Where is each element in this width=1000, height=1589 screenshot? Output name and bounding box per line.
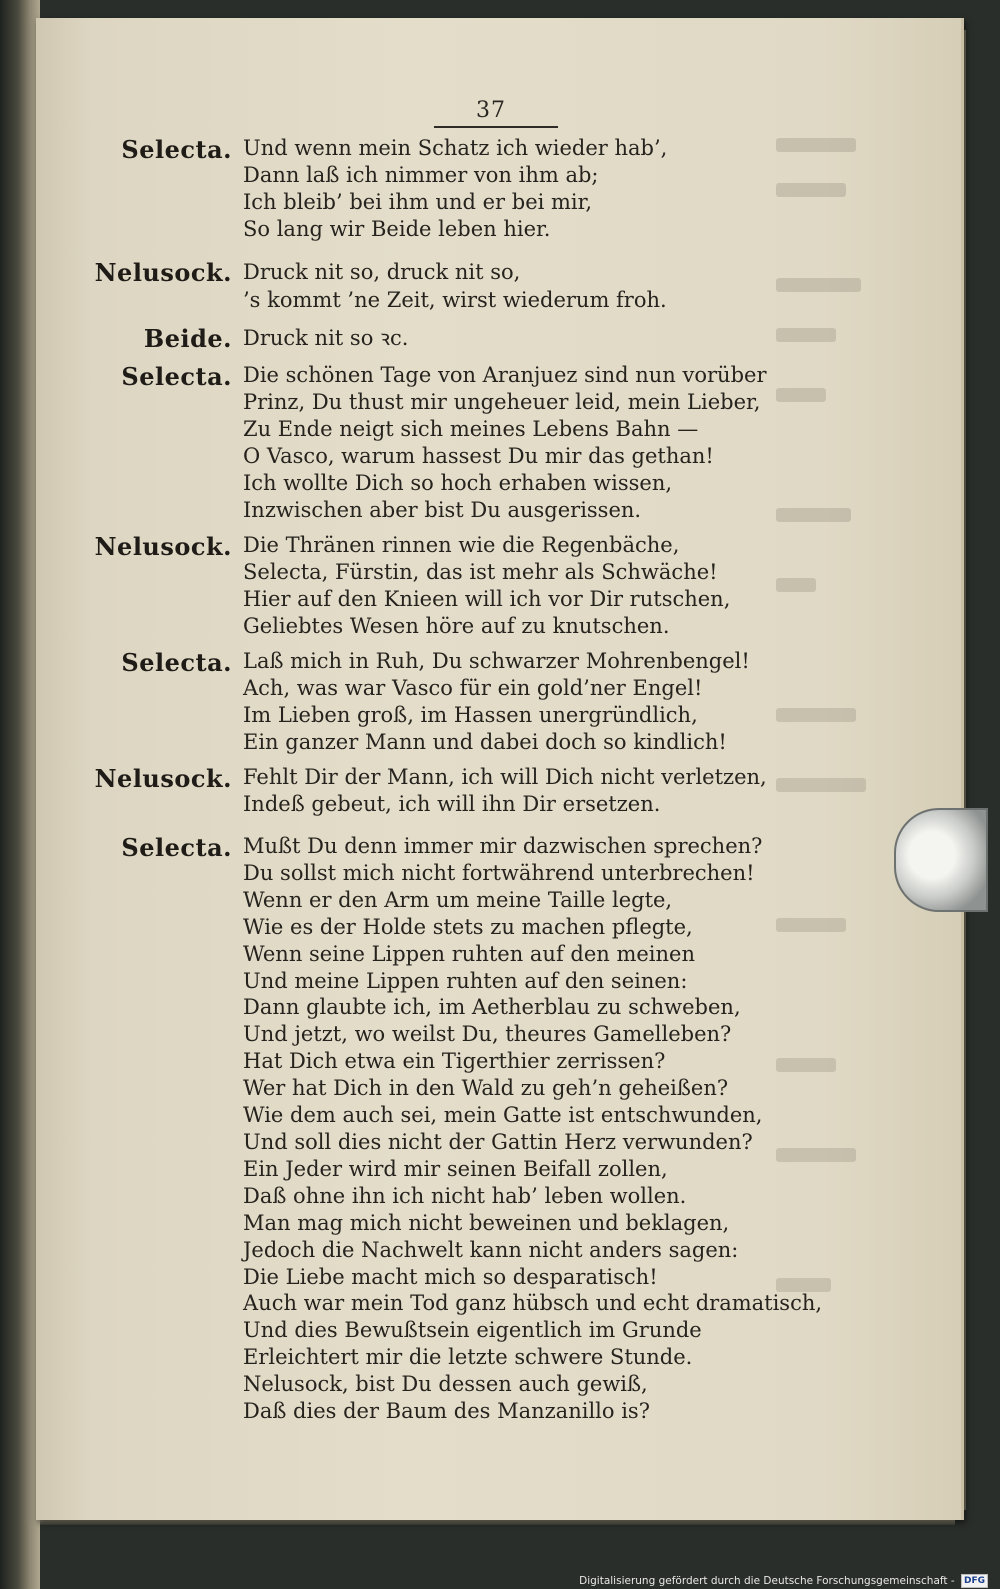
verse-line: Druck nit so ꝛc. (243, 326, 409, 350)
verse-line: Ich wollte Dich so hoch erhaben wissen, (243, 471, 673, 495)
speaker-name: Nelusock. (94, 764, 232, 793)
verse-lines (243, 764, 843, 818)
verse-line: Inzwischen aber bist Du ausgerissen. (243, 498, 642, 522)
verse-line: Wie es der Holde stets zu machen pflegte, (243, 914, 693, 939)
header-rule (434, 126, 558, 128)
verse-line: Dann laß ich nimmer von ihm ab; (243, 163, 599, 187)
book-spine-edge (0, 0, 40, 1589)
speaker-name: Nelusock. (94, 532, 232, 561)
page-number: 37 (476, 98, 506, 123)
verse-line: Daß ohne ihn ich nicht hab’ leben wollen. (243, 1183, 687, 1208)
verse-line: Daß dies der Baum des Manzanillo is? (243, 1399, 650, 1424)
verse-line: Und dies Bewußtsein eigentlich im Grunde (243, 1318, 702, 1343)
verse-line: Wenn seine Lippen ruhten auf den meinen (243, 941, 696, 966)
credit-text: Digitalisierung gefördert durch die Deutsche Forschungsgemeinschaft - (579, 1575, 955, 1587)
speaker-name: Selecta. (121, 648, 232, 677)
verse-line: Und soll dies nicht der Gattin Herz verwunden? (243, 1129, 753, 1154)
verse-lines (243, 833, 843, 1425)
verse-line: Wenn er den Arm um meine Taille legte, (243, 887, 673, 912)
verse-line: ’s kommt ’ne Zeit, wirst wiederum froh. (243, 288, 667, 312)
verse-lines (243, 258, 843, 314)
verse-lines (243, 362, 843, 524)
verse-lines (243, 135, 843, 243)
verse-line: Zu Ende neigt sich meines Lebens Bahn — (243, 417, 699, 441)
verse-line: Und jetzt, wo weilst Du, theures Gamelleben? (243, 1022, 732, 1047)
verse-lines (243, 532, 843, 640)
verse-line: Man mag mich nicht beweinen und beklagen, (243, 1210, 730, 1235)
speaker-name: Beide. (143, 324, 232, 353)
speaker-name: Nelusock. (94, 258, 232, 287)
verse-line: Nelusock, bist Du dessen auch gewiß, (243, 1372, 648, 1397)
verse-line: Indeß gebeut, ich will ihn Dir ersetzen. (243, 792, 661, 816)
verse-line: Ach, was war Vasco für ein gold’ner Engel! (243, 676, 703, 700)
verse-line: Du sollst mich nicht fortwährend unterbrechen! (243, 860, 755, 885)
verse-line: Hat Dich etwa ein Tigerthier zerrissen? (243, 1049, 666, 1074)
verse-lines (243, 648, 843, 756)
verse-line: O Vasco, warum hassest Du mir das gethan! (243, 444, 714, 468)
verse-line: Erleichtert mir die letzte schwere Stunde. (243, 1345, 693, 1370)
verse-line: Die Liebe macht mich so desparatisch! (243, 1264, 658, 1289)
dfg-logo: DFG (961, 1574, 988, 1588)
verse-line: Dann glaubte ich, im Aetherblau zu schweben, (243, 995, 741, 1020)
verse-line: Wie dem auch sei, mein Gatte ist entschwunden, (243, 1103, 763, 1128)
verse-line: Hier auf den Knieen will ich vor Dir rutschen, (243, 587, 731, 611)
book-page (36, 18, 964, 1520)
verse-line: Prinz, Du thust mir ungeheuer leid, mein Lieber, (243, 390, 761, 414)
verse-line: Selecta, Fürstin, das ist mehr als Schwäche! (243, 560, 718, 584)
verse-line: Auch war mein Tod ganz hübsch und echt dramatisch, (243, 1291, 823, 1316)
verse-line: Laß mich in Ruh, Du schwarzer Mohrenbengel! (243, 649, 750, 673)
verse-line: Jedoch die Nachwelt kann nicht anders sagen: (243, 1237, 739, 1262)
verse-line: Im Lieben groß, im Hassen unergründlich, (243, 703, 698, 727)
verse-lines (243, 324, 843, 352)
verse-line: So lang wir Beide leben hier. (243, 217, 551, 241)
verse-line: Die schönen Tage von Aranjuez sind nun vorüber (243, 363, 767, 387)
verse-line: Geliebtes Wesen höre auf zu knutschen. (243, 614, 670, 638)
verse-line: Ich bleib’ bei ihm und er bei mir, (243, 190, 593, 214)
digitization-credit (579, 1574, 988, 1589)
speaker-name: Selecta. (121, 833, 232, 862)
page-clip (894, 808, 988, 912)
verse-line: Mußt Du denn immer mir dazwischen sprechen? (243, 834, 763, 858)
verse-line: Die Thränen rinnen wie die Regenbäche, (243, 533, 680, 557)
verse-line: Und wenn mein Schatz ich wieder hab’, (243, 136, 668, 160)
verse-line: Fehlt Dir der Mann, ich will Dich nicht verletzen, (243, 765, 767, 789)
verse-line: Ein Jeder wird mir seinen Beifall zollen, (243, 1156, 668, 1181)
verse-line: Und meine Lippen ruhten auf den seinen: (243, 968, 688, 993)
verse-line: Ein ganzer Mann und dabei doch so kindlich! (243, 730, 727, 754)
verse-line: Wer hat Dich in den Wald zu geh’n geheißen? (243, 1076, 729, 1101)
speaker-name: Selecta. (121, 135, 232, 164)
speaker-name: Selecta. (121, 362, 232, 391)
verse-line: Druck nit so, druck nit so, (243, 260, 521, 284)
